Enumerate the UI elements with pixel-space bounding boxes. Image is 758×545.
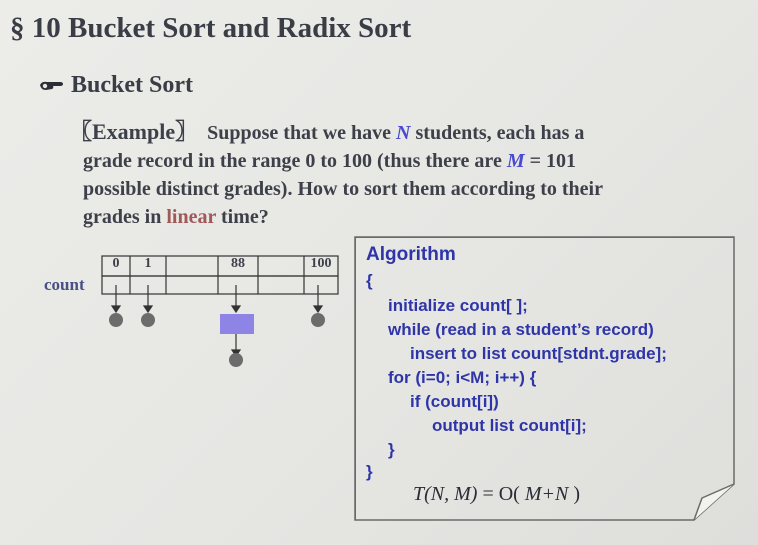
complexity-term: M+N [524,483,569,505]
example-paragraph [70,118,690,231]
code-line: output list count[i]; [432,416,587,435]
complexity-term: ) [568,483,581,505]
section-heading [38,72,193,99]
code-line: for (i=0; i<M; i++) { [388,368,537,387]
cell-label: 100 [310,256,332,271]
complexity-term: T(N, M) [413,483,478,505]
example-line-2 [70,147,690,175]
var-n: N [396,122,411,144]
cell-label: 0 [112,256,120,271]
code-line: } [388,440,395,459]
section-title: Bucket Sort [71,72,193,98]
var-m: M [506,150,525,172]
complexity-term: = O( [477,483,525,505]
code-line: if (count[i]) [410,392,499,411]
code-line: { [366,271,373,290]
example-text: time? [215,206,269,228]
linear-highlight: linear [166,206,216,228]
example-text: grades in [83,206,167,228]
page-title: § 10 Bucket Sort and Radix Sort [10,12,412,44]
example-text: grade record in the range 0 to 100 (thus there are [83,150,507,172]
code-line: } [366,462,373,481]
example-text: students, each has a [410,122,585,144]
bucket-diagram [40,248,350,378]
cell-label: 88 [231,256,245,271]
example-line-3: possible distinct grades). How to sort them according to their [83,178,603,200]
cell-label: 1 [144,256,152,271]
example-line-4 [70,203,690,231]
example-tag: 〖Example〗 [70,119,198,144]
example-text: Suppose that we have [207,122,397,144]
code-line: insert to list count[stdnt.grade]; [410,344,667,363]
example-text: = 101 [524,150,577,172]
algorithm-title: Algorithm [366,244,456,265]
complexity-formula [413,483,580,506]
array-label: count [44,275,85,294]
example-line-1 [70,118,690,147]
algorithm-box [355,237,734,520]
code-line: while (read in a student’s record) [388,320,654,339]
code-line: initialize count[ ]; [388,296,528,315]
pointing-hand-icon [38,79,64,93]
